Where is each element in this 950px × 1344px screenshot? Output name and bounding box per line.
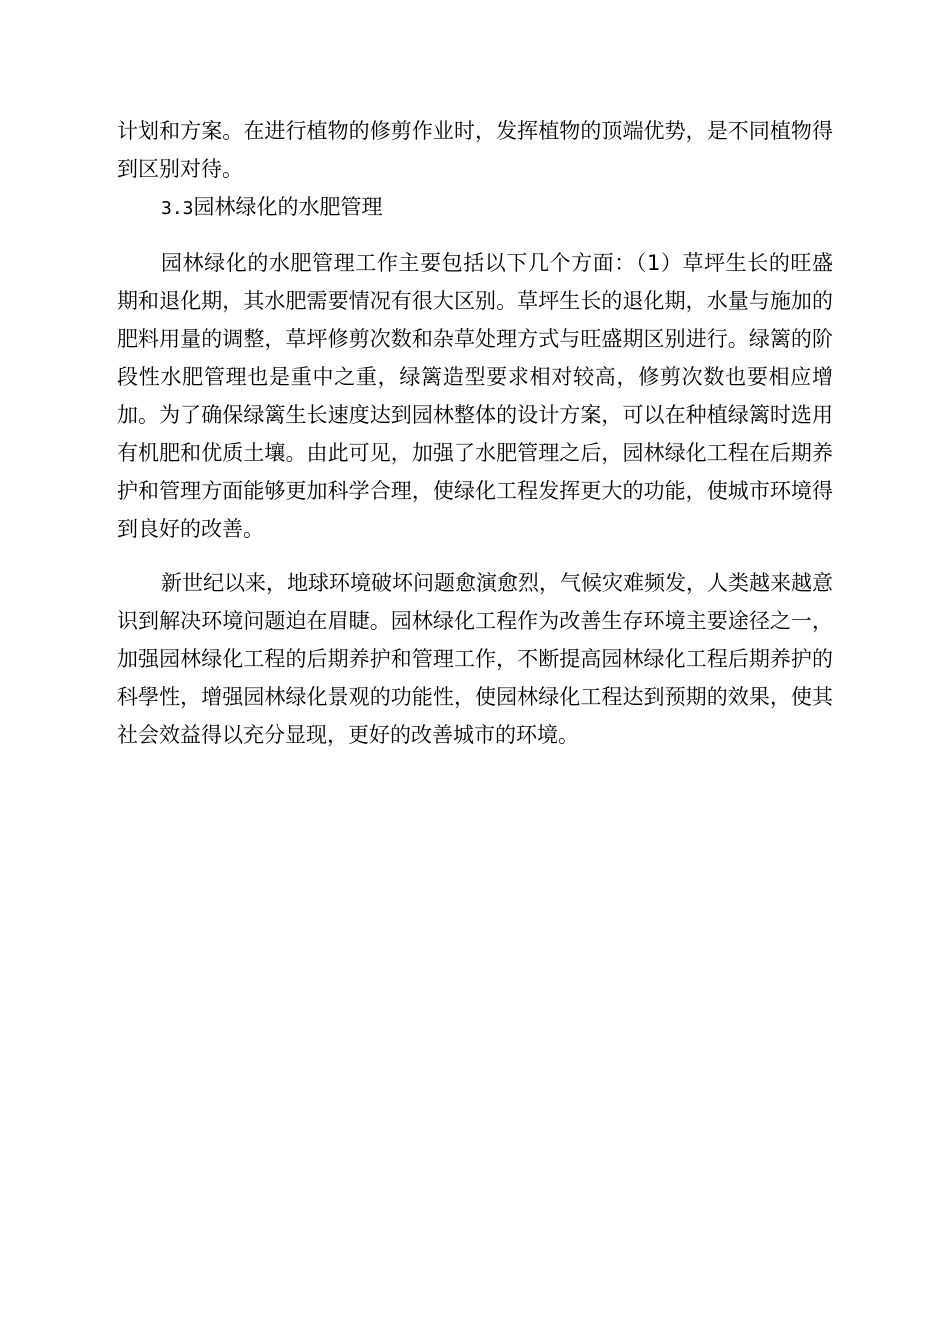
- section-heading: [117, 188, 833, 228]
- paragraph-continued: 计划和方案。在进行植物的修剪作业时，发挥植物的顶端优势，是不同植物得到区别对待。: [117, 119, 833, 181]
- document-body: [117, 112, 833, 754]
- paragraph-conclusion: 新世纪以来，地球环境破坏问题愈演愈烈，气候灾难频发，人类越来越意识到解决环境问题迫在眉睫。园林绿化工程作为改善生存环境主要途径之一，加强园林绿化工程的后期养护和管理工作，不断提高园林绿化工程后期养护的科學性，增强园林绿化景观的功能性，使园林绿化工程达到预期的效果，使其社会效益得以充分显现，更好的改善城市的环境。: [117, 571, 833, 747]
- paragraph-water-fertilizer: 园林绿化的水肥管理工作主要包括以下几个方面：（1）草坪生长的旺盛期和退化期，其水肥需要情况有很大区别。草坪生长的退化期，水量与施加的肥料用量的调整，草坪修剪次数和杂草处理方式与旺盛期区别进行。绿篱的阶段性水肥管理也是重中之重，绿篱造型要求相对较高，修剪次数也要相应增加。为了确保绿篱生长速度达到园林整体的设计方案，可以在种植绿篱时选用有机肥和优质土壤。由此可见，加强了水肥管理之后，园林绿化工程在后期养护和管理方面能够更加科学合理，使绿化工程发挥更大的功能，使城市环境得到良好的改善。: [117, 251, 833, 541]
- section-title: 园林绿化的水肥管理: [193, 195, 383, 219]
- section-number: 3.3: [161, 198, 194, 219]
